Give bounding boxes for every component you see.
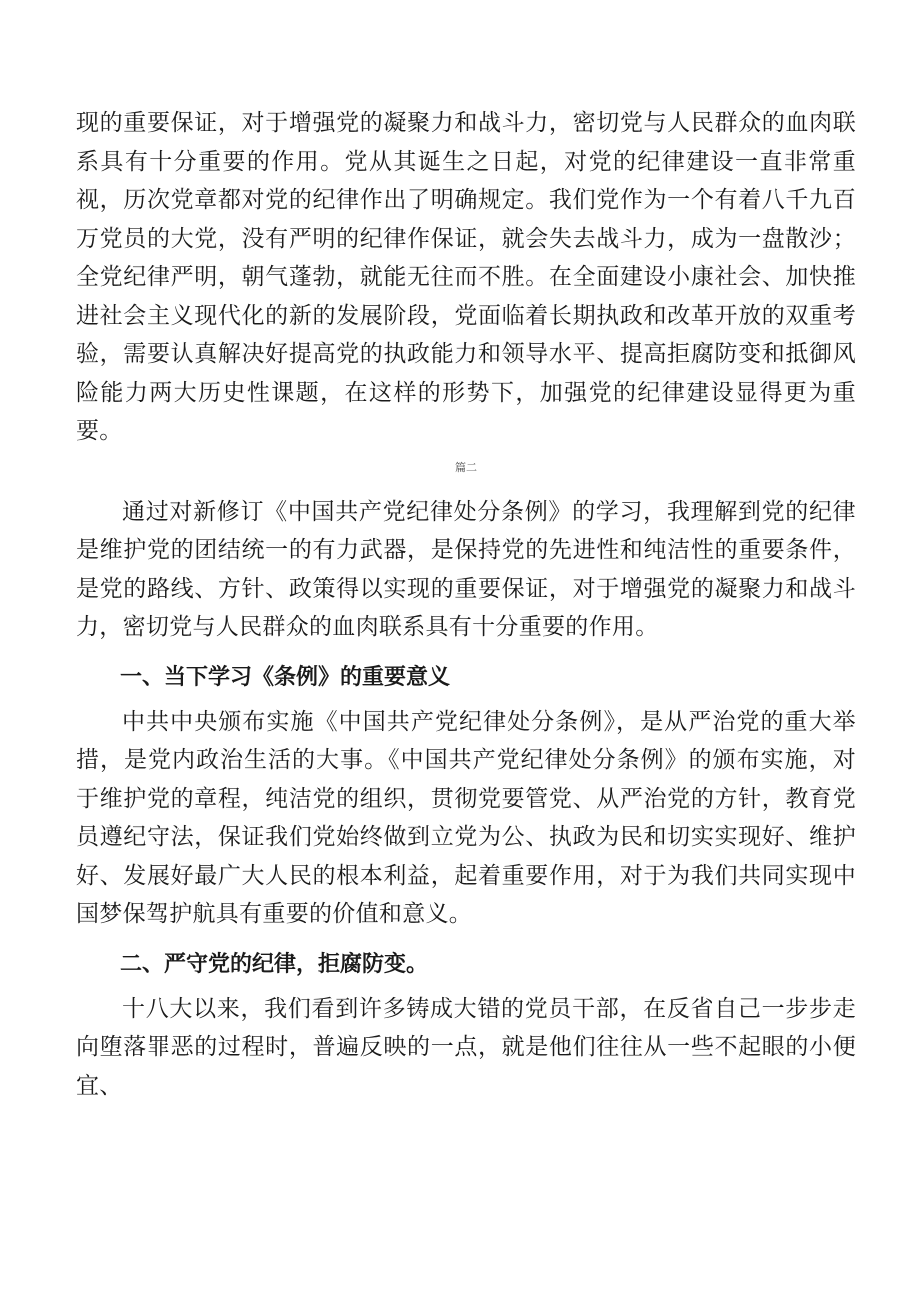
paragraph-significance: 中共中央颁布实施《中国共产党纪律处分条例》，是从严治党的重大举措，是党内政治生活的大事。《中国共产党纪律处分条例》的颁布实施，对于维护党的章程，纯洁党的组织，贯彻党要管党、从严治党的方针，教育党员遵纪守法，保证我们党始终做到立党为公、执政为民和切实实现好、维护好、发展好最广大人民的根本利益，起着重要作用，对于为我们共同实现中国梦保驾护航具有重要的价值和意义。	[76, 708, 856, 927]
document-page	[76, 104, 856, 1105]
paragraph-discipline: 十八大以来，我们看到许多铸成大错的党员干部，在反省自己一步步走向堕落罪恶的过程时，普遍反映的一点，就是他们往往从一些不起眼的小便宜、	[76, 995, 856, 1099]
paragraph-continuation: 现的重要保证，对于增强党的凝聚力和战斗力，密切党与人民群众的血肉联系具有十分重要的作用。党从其诞生之日起，对党的纪律建设一直非常重视，历次党章都对党的纪律作出了明确规定。我们党作为一个有着八千九百万党员的大党，没有严明的纪律作保证，就会失去战斗力，成为一盘散沙；全党纪律严明，朝气蓬勃，就能无往而不胜。在全面建设小康社会、加快推进社会主义现代化的新的发展阶段，党面临着长期执政和改革开放的双重考验，需要认真解决好提高党的执政能力和领导水平、提高拒腐防变和抵御风险能力两大历史性课题，在这样的形势下，加强党的纪律建设显得更为重要。	[76, 110, 856, 444]
section-heading-1: 一、当下学习《条例》的重要意义	[120, 664, 451, 690]
section-separator: 篇二	[455, 460, 477, 474]
section-heading-2: 二、严守党的纪律，拒腐防变。	[120, 951, 429, 977]
paragraph-intro: 通过对新修订《中国共产党纪律处分条例》的学习，我理解到党的纪律是维护党的团结统一的有力武器，是保持党的先进性和纯洁性的重要条件，是党的路线、方针、政策得以实现的重要保证，对于增强党的凝聚力和战斗力，密切党与人民群众的血肉联系具有十分重要的作用。	[76, 498, 856, 640]
